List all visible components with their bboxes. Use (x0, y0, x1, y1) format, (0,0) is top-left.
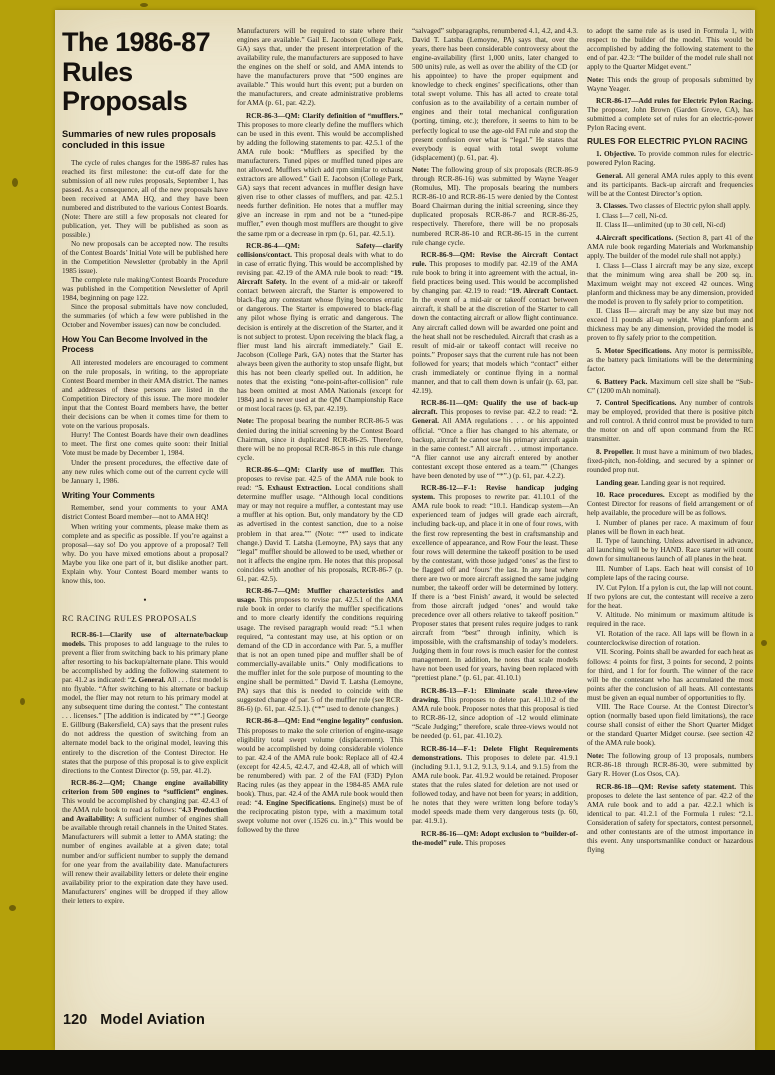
continuation-paragraph: to adopt the same rule as is used in Formula 1, with respect to the builder of the model. This would be accomplished by adding the following statement to the end of par. 42.3: “The builder of the model rule shall not apply to the Quarter Midget event.” (587, 26, 753, 72)
continuation-paragraph: Manufacturers will be required to state where their engines are available.” Gail E. Jacobson (College Park, GA) says that, under the present interpretation of the availability rule, the manufacturers are supposed to have the engines on the shelf or sold, and AMA intends to have the manufacturers prove that “500 engines are available.” This would hurt this event; put a burden on the manufacturers, and create administrative problems for AMA (p. 61, par. 42.2). (237, 26, 403, 108)
scan-speck (140, 3, 148, 7)
proposal-paragraph: RCR-86-2—QM; Change engine availability criterion from 500 engines to “sufficient” engines. This would be accomplished by changing par. 42.4.3 of the AMA rule book to read as follows: “4.3 Production and Availability: A sufficient number of engines shall be available through retail channels in the United States. Manufacturers will submit a letter to AMA stating: the number of engines available at a given date; total number and/or sufficient number to supply the demand for one year from the availability date. Manufacturers will renew their availability letters or delete their engine availability prior to the expiration date they have used. Manufacturers’ engines will be dropped if they allow their letters to expire. (62, 778, 228, 905)
paragraph: 6. Battery Pack. Maximum cell size shall be “Sub-C” (1200 mAh nominal). (587, 376, 753, 395)
paragraph: Hurry! The Contest Boards have their own deadlines to meet. The first one comes quite soon: their Initial Vote must be made by December 1, 1984. (62, 430, 228, 458)
proposal-paragraph: RCR-86-4—QM: Safety—clarify collisions/contact. This proposal deals with what to do in case of erratic flying. This would be accomplished by revising par. 42.19 of the AMA rule book to read: “19. Aircraft Safety. In the event of a mid-air or takeoff contact between aircraft, the Starter is empowered to black-flag any contestant whose flying becomes erratic or dangerous. The Starter is empowered to black-flag any pilot whose flying is erratic and dangerous. The decision is entirely at the discretion of the Starter, and it is not subject to protest. Upon receiving the black flag, a flier must land his aircraft immediately.” Gail E. Jacobson (College Park, GA) notes that the Starter has always been given the authority to stop unsafe flight, but this has not been clearly spelled out. In addition, he notes that the existing “one-point-after-collision” rule has been omitted at most AMA Nationals (except for 1984) and is never used at the QM Championship Race or most local races (p. 63, par. 42.19). (237, 241, 403, 413)
proposal-paragraph: RCR-86-14—F-1: Delete Flight Requirements demonstrations. This proposes to delete par. 41.9.1 (including 9.1.1, 9.1.2, 9.1.3, 9.1.4, and 9.1.5) from the AMA rule book. Par. 41.9.2 would be retained. Proposer states that the rules slated for deletion are not used or followed today, and have not been for years; in addition, he notes that they were written long before today’s model speeds made them very dangerous tests (p. 60, par. 41.9.1). (412, 743, 578, 825)
column-2 (237, 26, 403, 1008)
proposal-paragraph: RCR-86-1—Clarify use of alternate/backup models. This proposes to add language to the rules to prevent a flier from switching back to his primary plane after resorting to his backup/alternate plane. This would be accomplished by adding the following statement to par. 41.2 as indicated: “2. General. All . . . first model is nto flyable. “After switching to his alternate or backup model, the flier may not return to his primary model at any subsequent time during the contest.” The contestant . . . licenses.” [The addition is indicated by “*”.] George E. Gillburg (Bakersfield, CA) says that the present rules do not address the question of switching from an alternate model back to the original model, leaving this entirely to the discretion of the Contest Director. He states that the purpose of this proposal is to give explicit directions to the Contest Director (p. 59, par. 41.2). (62, 629, 228, 775)
paragraph: General. All general AMA rules apply to this event and its participants. Back-up aircraft and frequencies will be at the Contest Director’s option. (587, 170, 753, 198)
column-4 (587, 26, 753, 1008)
list-item: VIII. The Race Course. At the Contest Director’s option (normally based upon field limitations), the race course shall consist of either the Short Quarter Midget or the standard Quarter Midget course. (see section 42 of the AMA rule book). (587, 702, 753, 748)
section-heading: RULES FOR ELECTRIC PYLON RACING (587, 135, 748, 146)
paragraph: Landing gear. Landing gear is not required. (596, 477, 726, 487)
section-subheading: Writing Your Comments (62, 490, 155, 500)
proposal-paragraph: RCR-86-16—QM: Adopt exclusion to “builder-of-the-model” rule. This proposes (412, 828, 578, 847)
proposal-paragraph: RCR-86-6—QM: Clarify use of muffler. This proposes to revise par. 42.5 of the AMA rule book to read: “5. Exhaust Extraction. Local conditions shall determine muffler usage. “Although local conditions may or may not require a muffler, a contestant may use a muffler at his option. But, only mandatory by the CD as advertised in the contest sanction, due to a noise problem in that area.”” (Note: “*” used to indicate change.) David T. Latsha (Lemoyne, PA) says that any “legal” muffler should be allowed to be used, whether or not it affects the engine rpm. He notes that this proposal coincides with another of his proposals, RCR-86-7 (p. 61, par. 42.5). (237, 465, 403, 583)
list-item: I. Class I—Class I aircraft may be any size, except that the minimum wing area shall be 200 sq. in. Maximum weight may not exceed 42 ounces. Wing planform and thickness may be any dimension, provided the model is proven to fly safely prior to competition. (587, 260, 753, 306)
paragraph: 3. Classes. Two classes of Electric pylon shall apply. (596, 201, 751, 211)
proposal-paragraph: RCR-86-11—QM: Qualify the use of back-up aircraft. This proposes to revise par. 42.2 to read: “2. General. All AMA regulations . . . or his appointed official. “Once a flier has changed to his alternate, or backup, aircraft he cannot use his primary aircraft again in the same contest.” All aircraft . . . utmost importance. “A flier cannot use any aircraft entered by another contestant except those entered as a team.”” (Changes have been denoted by use of “*”.) (p. 61, par. 4.2.2). (412, 398, 578, 480)
paragraph: When writing your comments, please make them as complete and as specific as possible. If you’re against a proposal—say so! Do you approve of a proposal? Tell why. Do you have mixed emotions about a proposal? Maybe you like one part of it, but dislike another part. Explain why. Your Contest Board member wants to know this, too. (62, 521, 228, 585)
proposal-paragraph: RCR-86-12—F-1: Revise handicap judging system. This proposes to rewrite par. 41.10.1 of the AMA rule book to read: “10.1. Handicap system—An experienced team of judges will grade each aircraft, including back-up, and place it in one of four rows, with the first row representing the best in craftsmanship and excellence of appearance, and Row Four the least. These four rows will determine the takeoff position to be used by the contestant, with those judged ‘ones’ as the first to be flagged off and ‘fours’ the last. In any heat where there are two or more aircraft assigned the same judging number, the takeoff order will be determined by lottery. If there is a ‘best Finish’ award, it would be selected from those aircraft judged ‘ones’ and would take precedence over all others relative to takeoff position.” Proposer states that present rules require judges to rank aircraft from “best” through infinity, which is impossible, with the craftsmanship of today’s modelers. Judging them in four rows is much easier for the contest management. In addition, he notes that scale models have not been used for years, having been replaced with “prettiest plane.” (p. 61, par. 41.10.1) (412, 483, 578, 683)
paragraph: The cycle of rules changes for the 1986-87 rules has reached its first milestone: the cut-off date for the submission of all new rules proposals, September 1, has passed. As a consequence, all of the new proposals have been received at AMA HQ, and they have been numbered and distributed to the various Contest Boards. (Note: There are still a few proposals not cleared for publication, yet. They will be published as soon as possible.) (62, 157, 228, 239)
section-subheading: How You Can Become Involved in the Process (62, 335, 208, 355)
list-item: II. Class II— aircraft may be any size but may not exceed 11 pounds all-up weight. Wing planform and thickness may be any dimension, provided the model is proven to fly safely prior to the competition. (587, 306, 753, 343)
magazine-page (55, 10, 755, 1050)
paragraph: 10. Race procedures. Except as modified by the Contest Director for reasons of field arrangement or of help available, the procedure will be as follows. (587, 490, 753, 518)
paragraph: Remember, send your comments to your AMA district Contest Board member—not to AMA HQ! (62, 503, 228, 522)
scan-speck (20, 698, 25, 705)
list-item: II. Type of launching. Unless advertised in advance, all launching will be by HAND. Race starter will count down for simultaneous launch of all planes in the heat. (587, 536, 753, 564)
continuation-paragraph: “salvaged” subparagraphs, renumbered 4.1, 4.2, and 4.3. David T. Latsha (Lemoyne, PA) says that, over the years, there has been considerable controversy about the engine-availability (first 1,000 units, later changed to 500 units) rule, as well as over the ability of the CD (or his appointee) to have the proper equipment and knowledge to check engines’ specifications, other than total swept volume. This has all acted to create total confusion as to the availability of a certain number of engines and their total mechanical configuration (porting, timing, etc.); therefore, it seems to him to be perfectly logical to use the age-old FAI rule and stop the present confusion over what is “legal.” He states that everybody is equal with total swept volume (idsplacement) (p. 61, par. 4). (412, 26, 578, 162)
article-title: The 1986-87 Rules Proposals (62, 27, 210, 116)
proposal-paragraph: RCR-86-9—QM: Revise the Aircraft Contact rule. This proposes to modify par. 42.19 of the AMA rule book to bring it into agreement with the actual, in-field practices being used. This would be accomplished by changing par. 42.19 to read: “19. Aircraft Contact. In the event of a mid-air or takeoff contact between aircraft, it shall be at the discretion of the Starter to call down the contacting aircraft or allow flight continuance. Any aircraft called down will be awarded one point and the heat shall not be rescheduled. Aircraft that crash as a result of mid-air or takeoff contact will receive no points.” Proposer says that the current rule has not been followed for years; that models which “contact” either crash immediately or continue flying in a normal manner, and that to call them down is unfair (p. 63, par. 42.19). (412, 250, 578, 395)
paragraph: All interested modelers are encouraged to comment on the rule proposals, in writing, to the appropriate Contest Board member in their AMA district. The names and addresses of these persons are listed in the Competition Directory of this issue. The more modeler input that the Contest Board members have, the better their decisions can be when it comes time for them to vote on the various proposals. (62, 357, 228, 431)
magazine-title: Model Aviation (100, 1012, 206, 1028)
list-item: VI. Rotation of the race. All laps will be flown in a counterclockwise direction of rotation. (587, 628, 753, 647)
list-item: III. Number of Laps. Each heat will consist of 10 complete laps of the racing course. (587, 564, 753, 583)
proposal-paragraph: RCR-86-7—QM: Muffler characteristics and usage. This proposes to revise par. 42.5.1 of the AMA rule book in order to clarify the muffler specifications and to more clearly identify the conditions requiring usage. The revised paragraph would read: “5.1 when required, “a contestant may use, at his option or on demand of the CD in accordance with Par. 5, a muffler that is not an open tuned pipe and muffler shall be of commercially-available units.” Only modifications to the muffler inlet for the sole purpose of mounting to the engine shall be permitted.” David T. Latsha (Lemoyne, PA) says that this is needed to coincide with the suggested change of par. 5 of the muffler rule (see RCR-86-6) (p. 61, par. 42.5.1). (“*” used to denote changes.) (237, 586, 403, 713)
paragraph: 5. Motor Specifications. Any motor is permissible, as the battery pack limitations will be the determining factor. (587, 346, 753, 374)
article-subhead: Summaries of new rules proposals concluded in this issue (62, 128, 216, 150)
paragraph: Under the present procedures, the effective date of any new rules which come out of the current cycle will be January 1, 1986. (62, 457, 228, 485)
note-paragraph: Note: The following group of 13 proposals, numbers RCR-86-18 through RCR-86-30, were submitted by Gary R. Hover (Los Osos, CA). (587, 750, 753, 779)
column-1 (62, 26, 228, 1008)
column-3 (412, 26, 578, 1008)
list-item: I. Number of planes per race. A maximum of four planes will be flown in each heat. (587, 517, 753, 536)
paragraph: Since the proposal submittals have now concluded, the summaries (of which a few were published in the October and November issues) can now be concluded. (62, 302, 228, 330)
paragraph: 4.Aircraft specifications. (Section 8, part 41 of the AMA rule book regarding Materials and Workmanship apply. The builder of the model rule shall not apply.) (587, 232, 753, 261)
paragraph: 7. Control Specifications. Any number of controls may be employed, provided that there is positive pitch and roll control. A thrid control must be provided to turn the motor on and off upon command from the RC transmitter. (587, 398, 753, 444)
scan-speck (761, 640, 767, 646)
proposal-paragraph: RCR-86-13—F-1: Eliminate scale three-view drawing. This proposes to delete par. 41.10.2 of the AMA rule book. Proposer notes that this proposal is tied to RCR-86-12, since adoption of -12 would eliminate “Scale Judging;” therefore, scale three-views would not be needed (p. 61, par. 41.10.2). (412, 685, 578, 741)
proposal-paragraph: RCR-86-18—QM: Revise safety statement. This proposes to delete the last sentence of par. 42.2 of the AMA rule book and to add a par. 42.2.1 which is identical to par. 41.2.1 of the Formula 1 rules: “2.1. Consideration of safety for spectators, contest personnel, and other contestants are of the utmost importance in this event. Any unsportsmanlike conduct or hazardous flying (587, 781, 753, 854)
list-item: IV. Cut Pylon. If a pylon is cut, the lap will not count. If two pylons are cut, the contestant will receive a zero for the heat. (587, 582, 753, 610)
list-item: V. Altitude. No minimum or maximum altitude is required in the race. (587, 610, 753, 629)
list-item: VII. Scoring. Points shall be awarded for each heat as follows: 4 points for first, 3 points for second, 2 points for third, and 1 for for fourth. The winner of the race will be the contestant who has accumulated the most points after the conclusion of all heats. All contestants must be given an equal number of opportunities to fly. (587, 647, 753, 702)
scan-speck (12, 178, 18, 187)
proposal-paragraph: RCR-86-3—QM: Clarify definition of “mufflers.” This proposes to more clearly define the mufflers which can be used in this event. This would be accomplished by adding the following statements to par. 42.5.1 of the AMA rule book: “Mufflers as specified by the manufacturers. Tuned pipes or muffled tuned pipes are not allowed. Mufflers which add rpm similar to exhaust extractors are allowed.” Gail E. Jacobson (College Park, GA) says that recent advances in muffler design have given rise to other classes of mufflers, and par. 42.5.1 needs further definition. He notes that a muffler may give an increase in rpm and not be a “tuned-pipe muffler,” even though most mufflers are thought to give the same rpm or a decrease in rpm (p. 61, par. 42.5.1). (237, 110, 403, 238)
bullet-separator: • (143, 594, 147, 605)
page-footer (63, 1012, 205, 1028)
note-paragraph: Note: This ends the group of proposals submitted by Wayne Yeager. (587, 74, 753, 93)
paragraph: The complete rule making/Contest Boards Procedure was published in the Competition Newsletter of April 1984, beginning on page 122. (62, 275, 228, 303)
paragraph: 1. Objective. To provide common rules for electric-powered Pylon Racing. (587, 149, 753, 168)
note-paragraph: Note: The following group of six proposals (RCR-86-9 through RCR-86-16) was submitted by Wayne Yeager (Romulus, MI). The proposals bearing the numbers RCR-86-10 and RCR-86-15 were denied by the Contest Board Chairman during the initial screening, since they duplicated proposals RCR-86-7 and RCR-86-25, respectively. Therefore, there will be no proposals numbered RCR-86-10 and RCR-86-15 in the current rule change cycle. (412, 165, 578, 247)
proposal-paragraph: RCR-86-17—Add rules for Electric Pylon Racing. The proposer, John Brown (Garden Grove, CA), has submitted a complete set of rules for an electric-power Pylon Racing event. (587, 96, 753, 133)
list-item: I. Class I—7 cell, Ni-cd. (596, 210, 668, 220)
proposal-paragraph: RCR-86-8—QM: End “engine legality” confusion. This proposes to make the sole criterion of engine-usage eligibility total swept volume (displacement). This would be accomplished by doing considerable violence to par. 42.4 of the AMA rule book: Replace all of 42.4 (except for 42.4.5, 42.4.7, and 42.4.8, all of which will be renumbered) with par. 2 of the FAI (F3D) Pylon Racing rules (as they appear in the 1984-85 AMA rule book). Thus, par. 42.4 of the AMA rule book would then read: “4. Engine Specifications. Engine(s) must be of the reciprocating piston type, with a maximum total swept volume not over (.1526 cu. in.).” This would be followed by the three (237, 716, 403, 835)
section-heading: RC RACING RULES PROPOSALS (62, 613, 197, 623)
paragraph: 8. Propeller. It must have a minimum of two blades, fixed-pitch, non-folding, and secured by a spinner or rounded prop nut. (587, 446, 753, 475)
paragraph: No new proposals can be accepted now. The results of the Contest Boards’ Initial Vote will be published here in the Competition Newsletter (probably in the April 1985 issue). (62, 238, 228, 276)
note-paragraph: Note: The proposal bearing the number RCR-86-5 was denied during the initial screening by the Contest Board Chairman, since it duplicated RCR-86-25. Therefore, there will be no proposal RCR-86-5 in this rule change cycle. (237, 416, 403, 462)
article-columns (62, 26, 753, 1008)
scan-speck (9, 905, 16, 911)
page-number: 120 (63, 1012, 88, 1028)
list-item: II. Class II—unlimited (up to 30 cell, Ni-cd) (596, 220, 726, 230)
scan-black-band (0, 1050, 775, 1075)
